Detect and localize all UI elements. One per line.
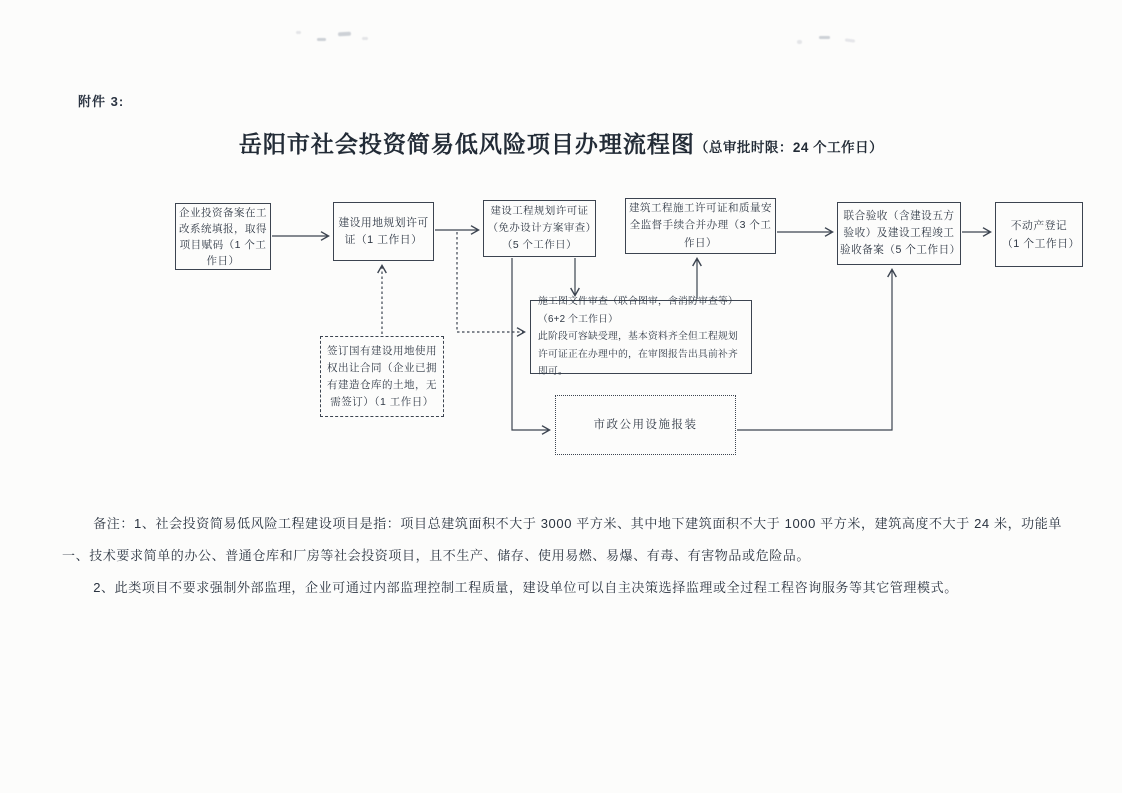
flow-box-utility-connection [555,395,736,455]
scan-artifact [362,37,368,40]
document-title [0,126,1122,159]
flow-box-label: 签订国有建设用地使用权出让合同（企业已拥有建造仓库的土地，无需签订）（1 工作日） [327,344,437,408]
note-paragraph-1: 备注：1、社会投资简易低风险工程建设项目是指：项目总建筑面积不大于 3000 平方米、其中地下建筑面积不大于 1000 平方米，建筑高度不大于 24 米，功能单一、技术要求简单的办公、普通仓库和厂房等社会投资项目，且不生产、储存、使用易燃、易爆、有毒、有害物品或危险品。 [62,516,1062,563]
arrow-utility-to-acceptance [737,270,892,430]
flow-box-project-filing [175,203,271,270]
flow-box-drawing-review [530,296,752,378]
flow-box-land-use-permit [333,202,434,261]
scan-artifact [317,38,326,41]
title-text: 岳阳市社会投资简易低风险项目办理流程图 [238,131,695,157]
scan-artifact [296,31,301,34]
flow-box-label: 不动产登记（1 个工作日） [1002,219,1080,250]
scan-artifact [819,36,830,39]
scan-artifact [845,38,855,42]
flow-box-joint-acceptance [837,202,961,265]
scan-artifact [797,40,802,44]
notes-section [62,508,1062,604]
title-time-limit: （总审批时限：24 个工作日） [694,140,884,155]
flow-box-property-registration [995,202,1083,267]
flow-box-label: 联合验收（含建设五方验收）及建设工程竣工验收备案（5 个工作日） [840,210,961,256]
scan-artifact [338,32,351,37]
flow-box-label: 建筑工程施工许可证和质量安全监督手续合并办理（3 个工作日） [629,201,772,249]
note-paragraph-2: 2、此类项目不要求强制外部监理，企业可通过内部监理控制工程质量，建设单位可以自主决策选择监理或全过程工程咨询服务等其它管理模式。 [93,580,958,595]
drawing-review-text-2: 此阶段可容缺受理，基本资料齐全但工程规划许可证正在办理中的，在审图报告出具前补齐即可。 [538,331,738,378]
flow-box-label: 建设工程规划许可证（免办设计方案审查）（5 个工作日） [487,206,592,251]
drawing-review-text-1: 施工图文件审查（联合图审，含消防审查等）（6+2 个工作日） [538,296,738,325]
flow-box-label: 市政公用设施报装 [593,418,698,431]
flow-box-land-contract [320,336,444,417]
flow-box-planning-permit [483,200,596,257]
flow-box-label: 建设用地规划许可证（1 工作日） [338,217,429,246]
flow-box-construction-permit [625,198,776,254]
attachment-label: 附件 3: [78,94,125,109]
flow-box-label: 企业投资备案在工改系统填报，取得项目赋码（1 个工作日） [179,206,267,267]
